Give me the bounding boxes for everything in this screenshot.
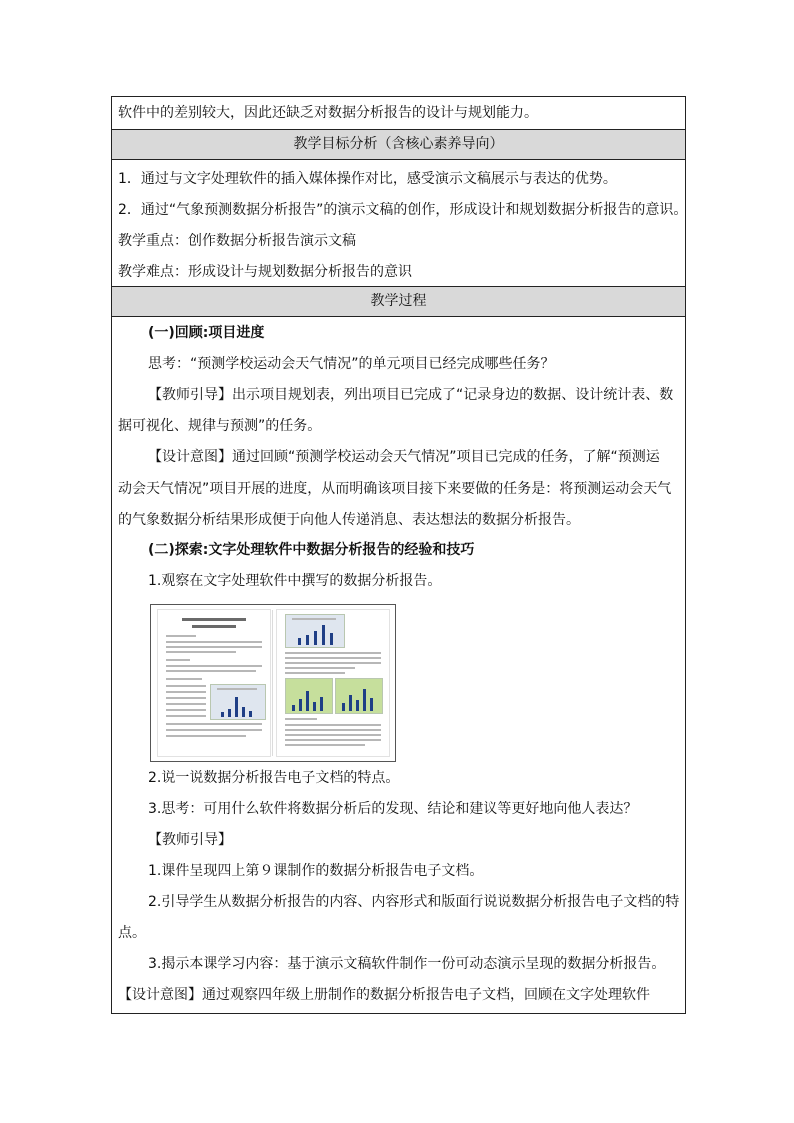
continuation-row	[112, 97, 685, 130]
goal-item: 1．通过与文字处理软件的插入媒体操作对比，感受演示文稿展示与表达的优势。	[118, 171, 617, 187]
section-header-process	[112, 287, 685, 317]
section-header-goals-text: 教学目标分析（含核心素养导向）	[293, 136, 504, 152]
report-document-figure	[150, 604, 396, 762]
report-page-left	[158, 610, 270, 756]
paragraph-line: 的气象数据分析结果形成便于向他人传递消息、表达想法的数据分析报告。	[118, 512, 580, 528]
mini-bar-chart	[335, 678, 383, 714]
key-point: 教学重点：创作数据分析报告演示文稿	[118, 233, 356, 249]
paragraph-line: 1.课件呈现四上第９课制作的数据分析报告电子文档。	[148, 863, 484, 879]
section-heading: (一)回顾:项目进度	[148, 325, 265, 341]
paragraph-line: 思考：“预测学校运动会天气情况”的单元项目已经完成哪些任务？	[148, 356, 555, 372]
paragraph-line: 【教师引导】	[148, 832, 232, 848]
difficult-point: 教学难点：形成设计与规划数据分析报告的意识	[118, 264, 412, 280]
paragraph-line: 【设计意图】通过回顾“预测学校运动会天气情况”项目已完成的任务，了解“预测运	[148, 449, 660, 465]
section-header-process-text: 教学过程	[370, 293, 427, 309]
section-header-goals	[112, 130, 685, 160]
paragraph-line: 【教师引导】出示项目规划表，列出项目已完成了“记录身边的数据、设计统计表、数	[148, 387, 674, 403]
goals-cell	[112, 160, 688, 287]
paragraph-line: 1.观察在文字处理软件中撰写的数据分析报告。	[148, 573, 442, 589]
process-cell	[112, 317, 685, 1014]
paragraph-line: 2.说一说数据分析报告电子文档的特点。	[148, 770, 400, 786]
paragraph-line: 3.思考：可用什么软件将数据分析后的发现、结论和建议等更好地向他人表达？	[148, 801, 638, 817]
paragraph-line: 动会天气情况”项目开展的进度，从而明确该项目接下来要做的任务是：将预测运动会天气	[118, 481, 672, 497]
paragraph-line: 点。	[118, 925, 146, 941]
continuation-text: 软件中的差别较大，因此还缺乏对数据分析报告的设计与规划能力。	[118, 105, 538, 121]
paragraph-line: 【设计意图】通过观察四年级上册制作的数据分析报告电子文档，回顾在文字处理软件	[118, 987, 650, 1003]
goal-item: 2．通过“气象预测数据分析报告”的演示文稿的创作，形成设计和规划数据分析报告的意识。	[118, 202, 688, 218]
report-page-right	[277, 610, 389, 756]
paragraph-line: 3.揭示本课学习内容：基于演示文稿软件制作一份可动态演示呈现的数据分析报告。	[148, 956, 666, 972]
mini-bar-chart	[285, 614, 345, 648]
mini-bar-chart	[210, 684, 266, 720]
lesson-plan-table	[111, 96, 686, 1014]
section-heading: (二)探索:文字处理软件中数据分析报告的经验和技巧	[148, 542, 475, 558]
mini-bar-chart	[285, 678, 333, 714]
paragraph-line: 据可视化、规律与预测”的任务。	[118, 418, 322, 434]
paragraph-line: 2.引导学生从数据分析报告的内容、内容形式和版面行说说数据分析报告电子文档的特	[148, 894, 680, 910]
